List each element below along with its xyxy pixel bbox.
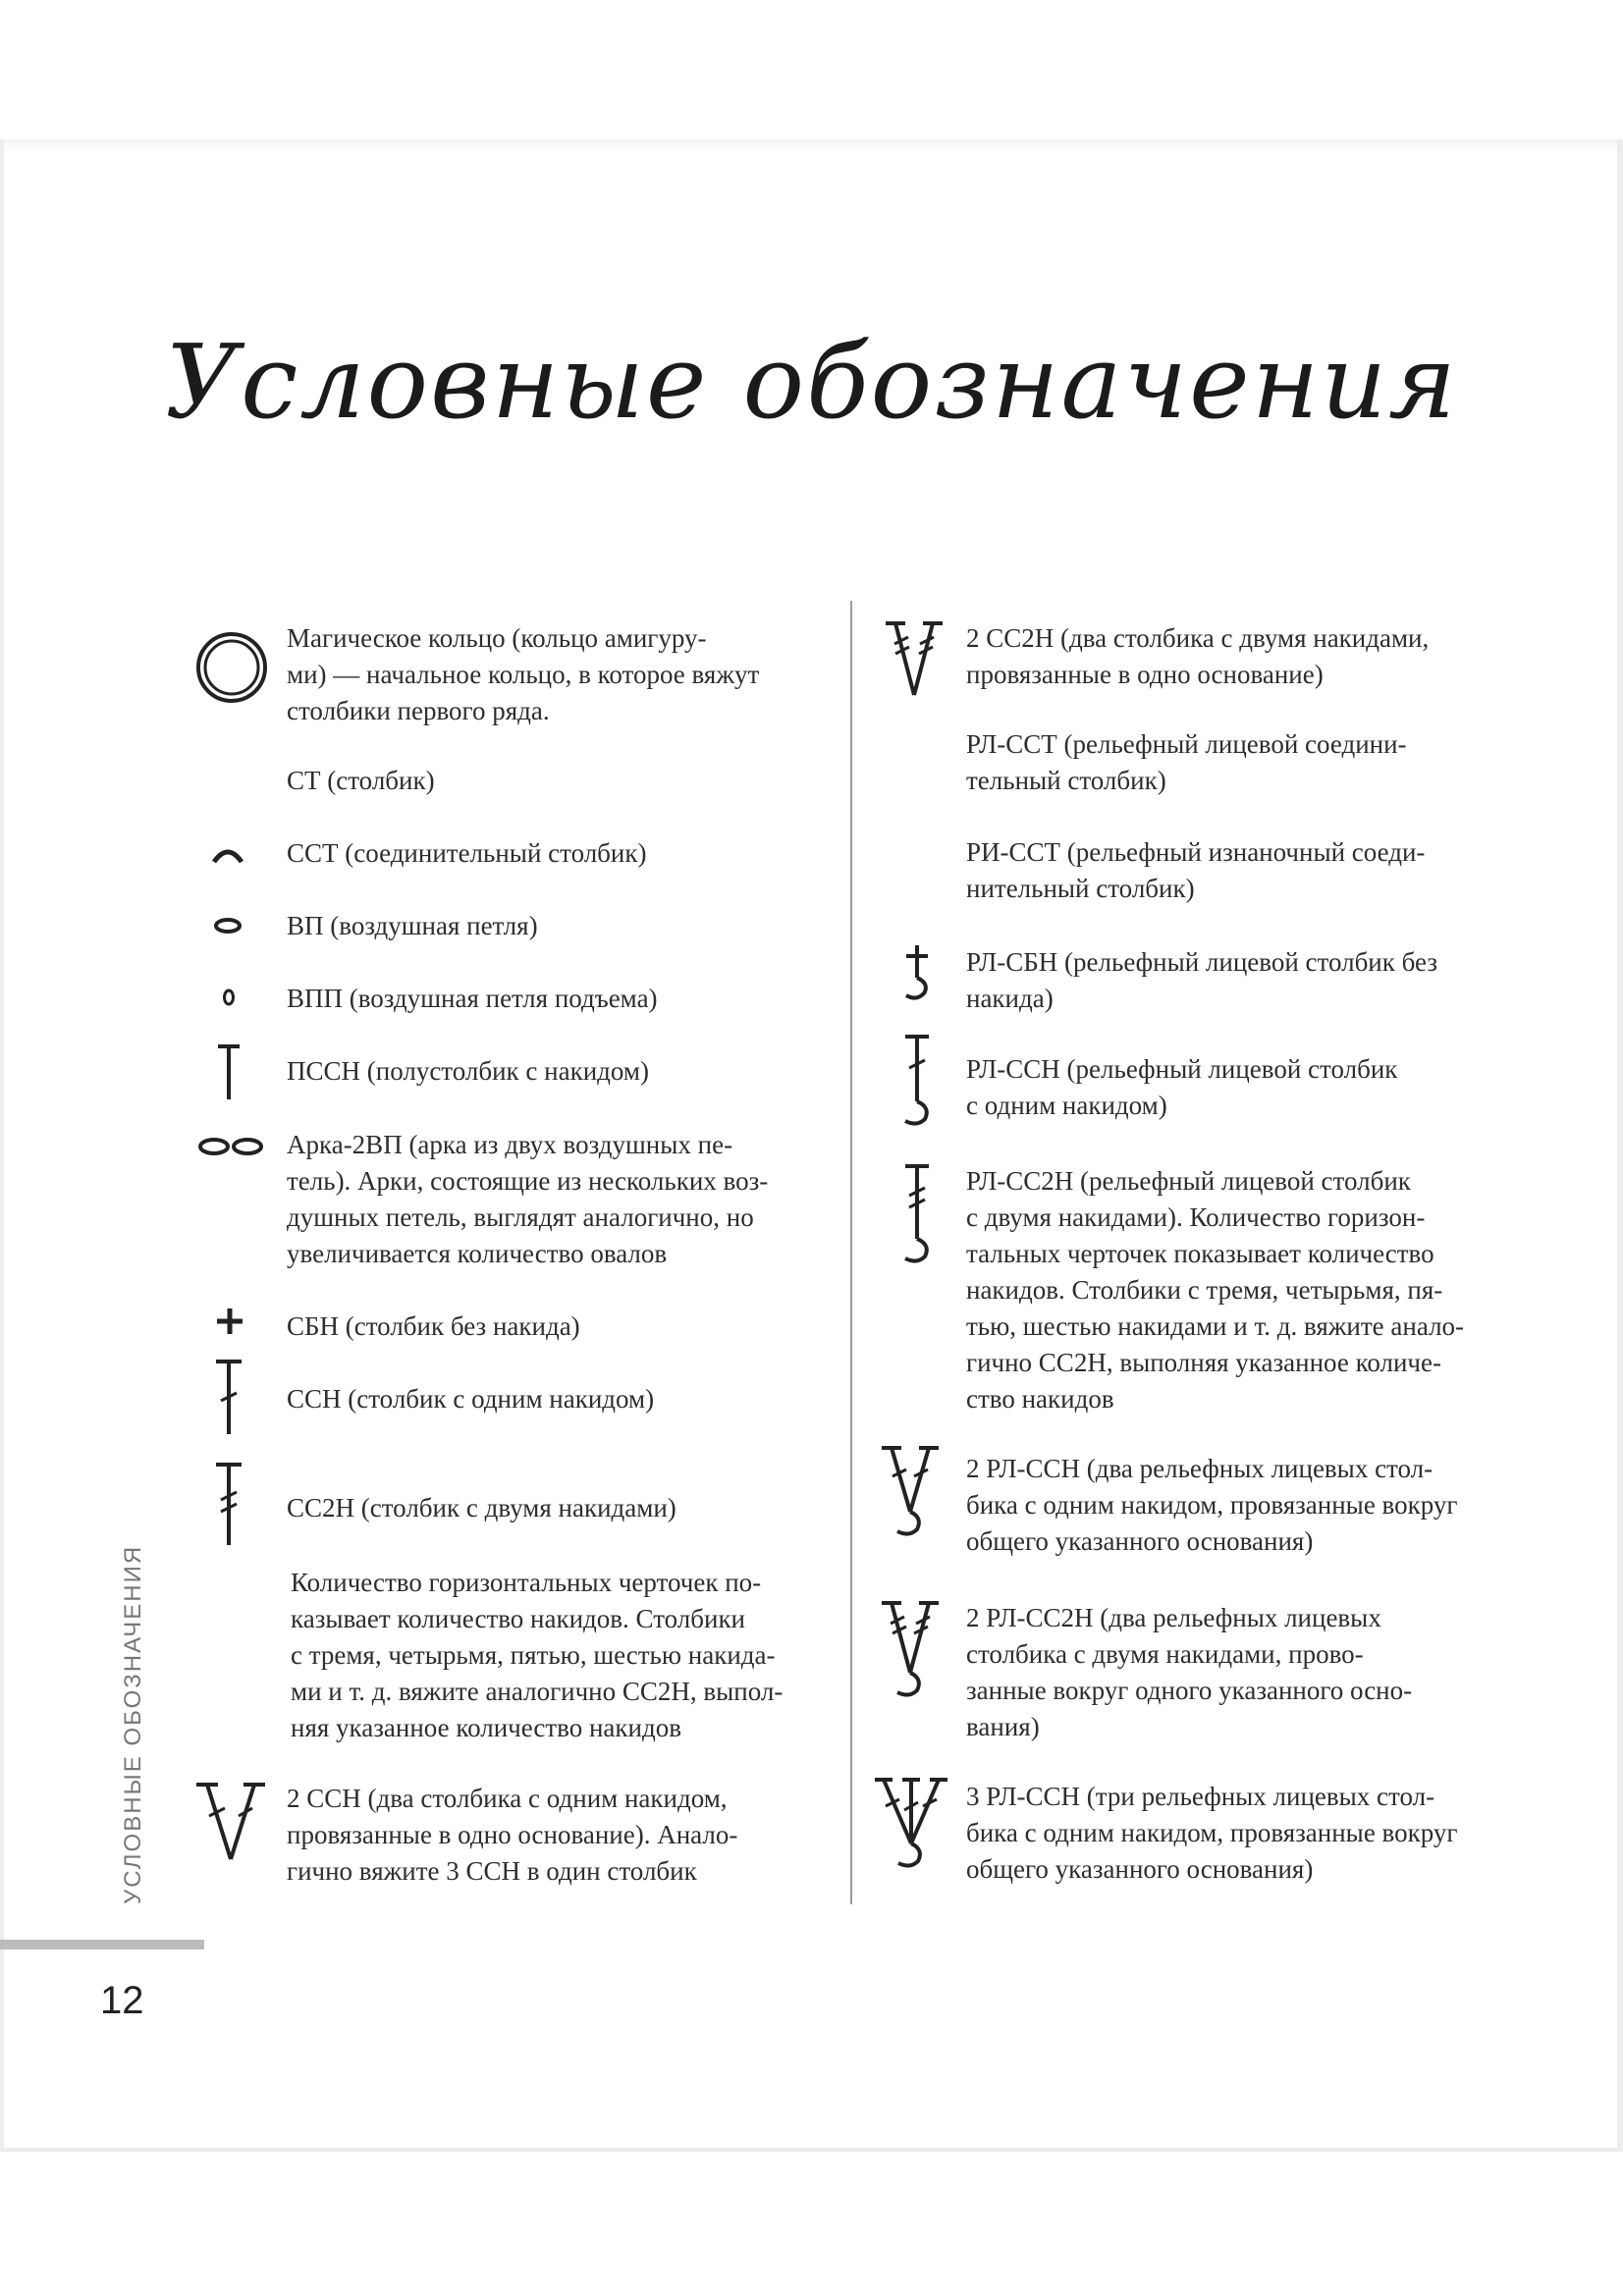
single-crochet-icon	[214, 1306, 245, 1337]
entry-line: занные вокруг одного указанного осно-	[966, 1676, 1413, 1705]
entry-line: СТ (столбик)	[287, 766, 435, 795]
legend-entry-hdc	[287, 1053, 649, 1090]
two-fpdc-icon	[878, 1443, 943, 1545]
entry-line: провязанные в одно основание)	[966, 660, 1324, 689]
legend-entry-bp-slip	[966, 834, 1425, 907]
entry-line: СБН (столбик без накида)	[287, 1311, 580, 1341]
entry-line: Количество горизонтальных черточек по-	[291, 1568, 762, 1597]
legend-entry-fpsc	[966, 944, 1437, 1017]
entry-line: гично СС2Н, выполняя указанное количе-	[966, 1348, 1441, 1377]
entry-line: с одним накидом)	[966, 1091, 1167, 1120]
entry-line: ми) — начальное кольцо, в которое вяжут	[287, 660, 760, 689]
three-fpdc-icon	[872, 1775, 950, 1879]
entry-line: Магическое кольцо (кольцо амигуру-	[287, 623, 707, 653]
legend-entry-single-crochet	[287, 1308, 580, 1345]
entry-line: ство накидов	[966, 1384, 1114, 1414]
legend-entry-fptr	[966, 1163, 1464, 1417]
entry-line: РЛ-СС2Н (рельефный лицевой столбик	[966, 1166, 1411, 1196]
entry-line: душных петель, выглядят аналогично, но	[287, 1202, 754, 1232]
entry-line: СС2Н (столбик с двумя накидами)	[287, 1493, 676, 1522]
legend-entry-2dc	[287, 1781, 737, 1890]
entry-line: 2 РЛ-СС2Н (два рельефных лицевых	[966, 1603, 1381, 1632]
entry-line: нительный столбик)	[966, 874, 1195, 903]
entry-line: ВПП (воздушная петля подъема)	[287, 984, 658, 1013]
page-bottom-edge	[0, 2148, 1623, 2152]
front-post-tr-icon	[899, 1162, 935, 1270]
legend-entry-3fpdc	[966, 1779, 1457, 1888]
entry-line: общего указанного основания)	[966, 1526, 1314, 1556]
entry-line: тью, шестью накидами и т. д. вяжите анало-	[966, 1311, 1465, 1341]
two-tr-same-base-icon	[882, 618, 947, 699]
entry-line: провязанные в одно основание). Анало-	[287, 1820, 738, 1849]
entry-line: с двумя накидами). Количество горизон-	[966, 1202, 1426, 1232]
legend-entry-2fpdc	[966, 1451, 1457, 1560]
entry-line: ПССН (полустолбик с накидом)	[287, 1056, 649, 1086]
entry-line: столбика с двумя накидами, прово-	[966, 1639, 1364, 1669]
entry-line: увеличивается количество овалов	[287, 1239, 668, 1268]
chain-arch-icon	[196, 1136, 267, 1157]
entry-line: 2 РЛ-ССН (два рельефных лицевых стол-	[966, 1454, 1434, 1483]
legend-entry-slip-stitch	[287, 835, 646, 872]
legend-entry-2tr	[966, 620, 1429, 693]
entry-line: ССН (столбик с одним накидом)	[287, 1384, 655, 1414]
page-title: Условные обозначения	[164, 322, 1459, 442]
entry-line: ми и т. д. вяжите аналогично СС2Н, выпол-	[291, 1677, 784, 1706]
entry-line: РИ-ССТ (рельефный изнаночный соеди-	[966, 837, 1426, 867]
legend-entry-chain-arch	[287, 1127, 768, 1272]
legend-entry-fp-slip	[966, 726, 1407, 799]
legend-entry-2fptr	[966, 1600, 1412, 1745]
entry-line: 2 СС2Н (два столбика с двумя накидами,	[966, 623, 1430, 653]
legend-entry-double-crochet	[287, 1381, 654, 1417]
legend-entry-treble-crochet	[287, 1490, 676, 1526]
side-accent-bar	[0, 1940, 204, 1949]
double-crochet-icon	[212, 1358, 245, 1438]
two-fptr-icon	[878, 1598, 943, 1706]
side-section-label: УСЛОВНЫЕ ОБОЗНАЧЕНИЯ	[120, 1544, 146, 1904]
legend-entry-turning-chain	[287, 981, 658, 1017]
entry-line: накида)	[966, 984, 1054, 1013]
entry-line: РЛ-СБН (рельефный лицевой столбик без	[966, 947, 1437, 977]
page-number: 12	[100, 1979, 144, 2022]
entry-line: ВП (воздушная петля)	[287, 911, 538, 940]
entry-line: РЛ-ССН (рельефный лицевой столбик	[966, 1054, 1398, 1084]
entry-line: казывает количество накидов. Столбики	[291, 1604, 746, 1633]
entry-line: ССТ (соединительный столбик)	[287, 838, 647, 868]
entry-line: накидов. Столбики с тремя, четырьмя, пя-	[966, 1275, 1443, 1305]
entry-line: тельный столбик)	[966, 766, 1166, 795]
front-post-sc-icon	[900, 942, 934, 1003]
entry-line: Арка-2ВП (арка из двух воздушных пе-	[287, 1130, 733, 1159]
entry-line: бика с одним накидом, провязанные вокруг	[966, 1818, 1458, 1847]
legend-entry-chain	[287, 908, 538, 944]
column-divider	[850, 601, 852, 1904]
slip-stitch-icon	[210, 842, 245, 866]
entry-line: гично вяжите 3 ССН в один столбик	[287, 1856, 697, 1886]
entry-line: бика с одним накидом, провязанные вокруг	[966, 1490, 1458, 1520]
legend-entry-magic-ring	[287, 620, 759, 729]
turning-chain-icon	[221, 986, 237, 1009]
legend-entry-fpdc	[966, 1051, 1397, 1124]
entry-line: вания)	[966, 1712, 1040, 1741]
entry-line: столбики первого ряда.	[287, 696, 550, 725]
entry-line: 2 ССН (два столбика с одним накидом,	[287, 1784, 728, 1813]
two-dc-same-base-icon	[192, 1779, 269, 1863]
legend-note-yarnovers	[291, 1565, 783, 1746]
entry-line: няя указанное количество накидов	[291, 1713, 681, 1742]
entry-line: РЛ-ССТ (рельефный лицевой соедини-	[966, 729, 1407, 759]
chain-icon	[212, 915, 243, 936]
half-double-crochet-icon	[214, 1042, 243, 1103]
entry-line: тель). Арки, состоящие из нескольких воз-	[287, 1166, 769, 1196]
legend-entry-st	[287, 763, 435, 799]
page-top-edge	[0, 139, 1623, 153]
entry-line: 3 РЛ-ССН (три рельефных лицевых стол-	[966, 1782, 1435, 1811]
entry-line: с тремя, четырьмя, пятью, шестью накида-	[291, 1640, 776, 1670]
treble-crochet-icon	[212, 1461, 245, 1549]
entry-line: общего указанного основания)	[966, 1854, 1314, 1884]
magic-ring-icon	[192, 628, 271, 707]
front-post-dc-icon	[899, 1033, 935, 1131]
entry-line: тальных черточек показывает количество	[966, 1239, 1434, 1268]
